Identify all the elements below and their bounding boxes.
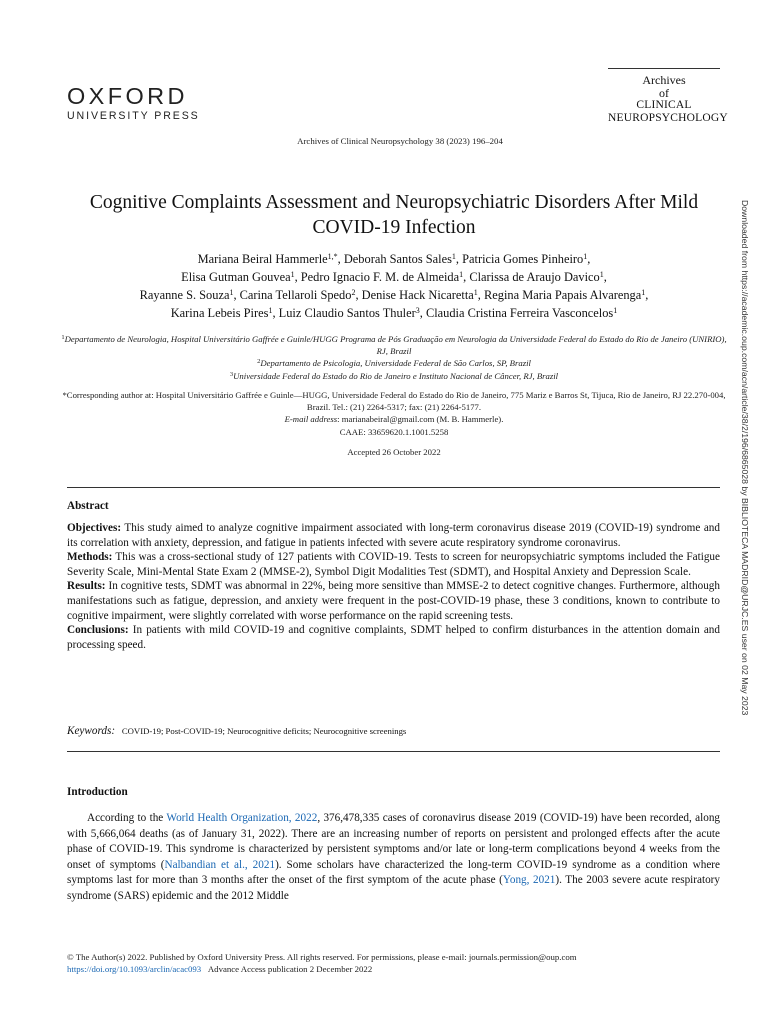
- author-affiliation-marker: 1: [229, 288, 234, 297]
- abstract-conclusions: Conclusions: In patients with mild COVID-19 and cognitive complaints, SDMT helped to confirm disturbances in the attention domain and processing speed.: [67, 624, 720, 651]
- author-list: Mariana Beiral Hammerle$^{1,*}$, Deborah Santos Sales$^1$, Patricia Gomes Pinheiro$^1$, Elisa Gutman Gouvea$^1$, Pedro Ignacio F. M. de Almeida$^1$, Clarissa de Araujo Davico$^1$, Rayanne S. Souza$^1$, Carina Tellaroli Spedo$^2$, Denise Hack Nicaretta$^1$, Regina Maria Papais Alvarenga$^1$, Karina Lebeis Pires$^1$, Luiz Claudio Santos Thuler$^3$, Claudia Cristina Ferreira Vasconcelos$^1$: [139, 252, 649, 320]
- author-affiliation-marker: 1: [641, 288, 646, 297]
- author-affiliation-marker: 2: [351, 288, 356, 297]
- abstract-methods: Methods: This was a cross-sectional study of 127 patients with COVID-19. Tests to screen for neuropsychiatric symptoms included the Fatigue Severity Scale, Mini-Mental State Exam 2 (MMSE-2), Symbol Digit Modalities Test (SDMT), and Hospital Anxiety and Depression Scale.: [67, 551, 720, 578]
- affiliation-1: $^1$Departamento de Neurologia, Hospital Universitário Gaffrée e Guinle/HUGG Programa de Pós Graduação em Neurologia da Universidade Federal do Estado do Rio de Janeiro (UNIRIO), RJ, Brazil: [61, 334, 727, 357]
- citation-link-who[interactable]: World Health Organization, 2022: [166, 812, 318, 824]
- corresponding-author: [60, 389, 728, 438]
- author-name: Carina Tellaroli Spedo$^2$: [239, 288, 356, 302]
- doi-line: [67, 963, 577, 975]
- publisher-subtitle: UNIVERSITY PRESS: [67, 110, 200, 122]
- affiliation-3: $^3$Universidade Federal do Estado do Rio de Janeiro e Instituto Nacional de Câncer, RJ, Brazil: [229, 370, 559, 381]
- journal-logo-line2: of: [659, 85, 669, 100]
- author-name: Clarissa de Araujo Davico$^1$: [469, 270, 604, 284]
- corresponding-email: E-mail address: marianabeiral@gmail.com (M. B. Hammerle).: [284, 414, 504, 425]
- author-name: Pedro Ignacio F. M. de Almeida$^1$: [300, 270, 464, 284]
- author-affiliation-marker: 1,*: [327, 252, 338, 261]
- author-affiliation-marker: 1: [583, 252, 588, 261]
- doi-link[interactable]: https://doi.org/10.1093/arclin/acac093: [67, 964, 202, 974]
- journal-logo-line3: CLINICAL: [636, 99, 692, 111]
- author-affiliation-marker: 1: [599, 270, 604, 279]
- author-name: Patricia Gomes Pinheiro$^1$: [462, 252, 588, 266]
- author-affiliation-marker: 3: [415, 306, 420, 315]
- abstract-body: [67, 521, 720, 652]
- abstract-heading: Abstract: [67, 500, 109, 512]
- keywords-list: COVID-19; Post-COVID-19; Neurocognitive deficits; Neurocognitive screenings: [121, 726, 407, 736]
- author-affiliation-marker: 1: [290, 270, 295, 279]
- journal-logo-line1: Archives: [642, 73, 686, 87]
- author-name: Luiz Claudio Santos Thuler$^3$: [278, 306, 420, 320]
- citation-link-yong[interactable]: Yong, 2021: [502, 874, 556, 887]
- author-affiliation-marker: 1: [268, 306, 273, 315]
- page-footer: [67, 951, 577, 975]
- paper-title: Cognitive Complaints Assessment and Neuropsychiatric Disorders After Mild COVID-19 Infection: [89, 192, 699, 238]
- author-name: Mariana Beiral Hammerle$^{1,*}$: [197, 252, 338, 266]
- download-watermark: Downloaded from https://academic.oup.com/acn/article/38/2/196/6865028 by BIBLIOTECA MADRID@URJC.ES user on 02 May 2023: [740, 200, 750, 716]
- copyright-notice: © The Author(s) 2022. Published by Oxford University Press. All rights reserved. For permissions, please e-mail: journals.permission@oup.com: [67, 952, 577, 962]
- introduction-paragraph: According to the World Health Organization, 2022, 376,478,335 cases of coronavirus disease 2019 (COVID-19) have been recorded, along with 5,666,064 deaths (as of January 31, 2022). There are an increasing number of reports on persistent and prolonged effects after the acute phase of COVID-19. This syndrome is characterized by persistent symptoms and/or late or long-term complications beyond 4 weeks from the onset of symptoms (Nalbandian et al., 2021). Some scholars have characterized the long-term COVID-19 syndrome as a condition where symptoms last for more than 3 months after the onset of the first symptom of the acute phase (Yong, 2021). The 2003 severe acute respiratory syndrome (SARS) epidemic and the 2012 Middle: [67, 812, 721, 902]
- author-name: Claudia Cristina Ferreira Vasconcelos$^1$: [425, 306, 618, 320]
- citation-link-nalbandian[interactable]: Nalbandian et al., 2021: [164, 858, 276, 871]
- author-affiliation-marker: 1: [473, 288, 478, 297]
- caae-number: CAAE: 33659620.1.1001.5258: [339, 426, 449, 437]
- author-name: Regina Maria Papais Alvarenga$^1$: [484, 288, 646, 302]
- publisher-logo: [67, 84, 200, 122]
- journal-citation: Archives of Clinical Neuropsychology 38 (2023) 196–204: [297, 136, 503, 146]
- author-name: Denise Hack Nicaretta$^1$: [361, 288, 478, 302]
- author-affiliation-marker: 1: [459, 270, 464, 279]
- journal-logo-line4: NEUROPSYCHOLOGY: [608, 111, 728, 124]
- author-affiliation-marker: 1: [451, 252, 456, 261]
- corresponding-address: *Corresponding author at: Hospital Universitário Gaffrée e Guinle—HUGG, Universidade Federal do Estado do Rio de Janeiro, 775 Mariz e Barros St, Tijuca, Rio de Janeiro, RJ 22.270-004, Brazil. Tel.: (21) 2264-5317; fax: (21) 2264-5177.: [62, 390, 726, 413]
- advance-access: Advance Access publication 2 December 2022: [207, 964, 373, 974]
- abstract-objectives: Objectives: This study aimed to analyze cognitive impairment associated with long-term coronavirus disease 2019 (COVID-19) syndrome and its correlation with anxiety, depression, and fatigue in patients infected with severe acute respiratory syndrome coronavirus.: [67, 522, 720, 549]
- keywords-label: Keywords:: [67, 725, 116, 737]
- accepted-date: Accepted 26 October 2022: [347, 447, 441, 457]
- affiliation-2: $^2$Departamento de Psicologia, Universidade Federal de São Carlos, SP, Brazil: [257, 358, 531, 369]
- introduction-heading: Introduction: [67, 786, 128, 798]
- abstract-results: Results: In cognitive tests, SDMT was abnormal in 22%, being more sensitive than MMSE-2 to detect cognitive changes. Furthermore, although manifestations such as fatigue, depression, and anxiety were frequent in the post-COVID-19 phase, these 3 conditions, known to contribute to cognitive impairment, were slightly correlated with worse performance on the rapid screening tests.: [67, 580, 720, 622]
- keywords: [67, 725, 406, 737]
- author-name: Rayanne S. Souza$^1$: [139, 288, 234, 302]
- author-affiliation-marker: 1: [613, 306, 618, 315]
- introduction-body: [67, 811, 720, 905]
- author-name: Elisa Gutman Gouvea$^1$: [181, 270, 295, 284]
- divider-bottom: [67, 751, 720, 752]
- divider-top: [67, 487, 720, 488]
- author-name: Deborah Santos Sales$^1$: [343, 252, 456, 266]
- author-name: Karina Lebeis Pires$^1$: [170, 306, 273, 320]
- affiliations: [60, 333, 728, 382]
- journal-logo: [608, 68, 728, 124]
- publisher-name: OXFORD: [67, 83, 188, 109]
